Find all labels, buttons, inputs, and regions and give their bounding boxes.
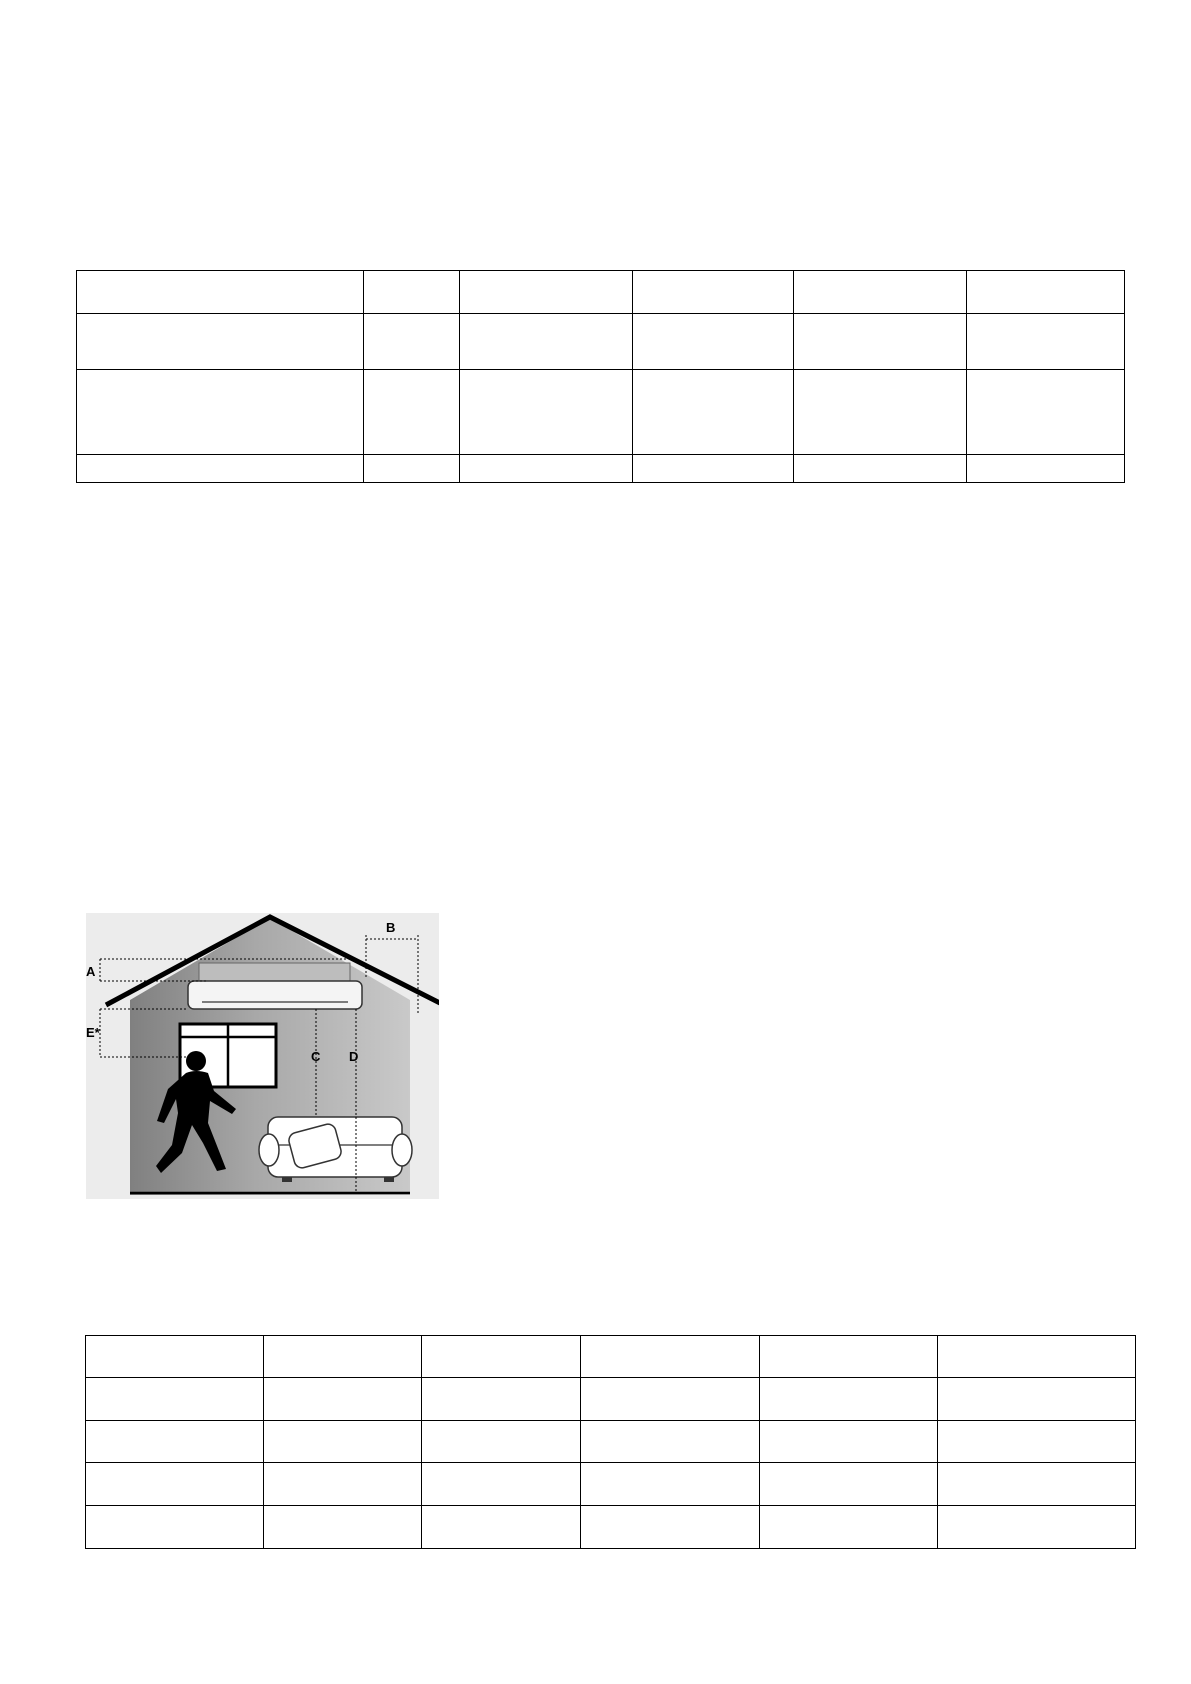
table-cell xyxy=(460,271,633,314)
table-cell xyxy=(794,455,967,483)
table-row xyxy=(77,455,1125,483)
table-cell xyxy=(422,1506,581,1549)
table-cell xyxy=(264,1506,422,1549)
table-cell xyxy=(364,314,460,370)
table-cell xyxy=(364,271,460,314)
table-cell xyxy=(460,314,633,370)
ceiling-panel xyxy=(199,963,350,981)
table-cell xyxy=(364,455,460,483)
table-row xyxy=(86,1378,1136,1421)
table-row xyxy=(86,1336,1136,1378)
table-cell xyxy=(967,455,1125,483)
table-cell xyxy=(633,314,794,370)
indoor-unit xyxy=(188,981,362,1009)
table-cell xyxy=(760,1378,938,1421)
table-cell xyxy=(422,1378,581,1421)
table-cell xyxy=(86,1463,264,1506)
label-e: E* xyxy=(86,1025,100,1040)
table-cell xyxy=(264,1336,422,1378)
table-cell xyxy=(364,370,460,455)
table-cell xyxy=(86,1421,264,1463)
table-row xyxy=(77,271,1125,314)
table-cell xyxy=(633,370,794,455)
table-cell xyxy=(633,455,794,483)
table-cell xyxy=(760,1463,938,1506)
table-cell xyxy=(760,1336,938,1378)
table-cell xyxy=(460,455,633,483)
table-cell xyxy=(264,1378,422,1421)
table-cell xyxy=(938,1463,1136,1506)
label-b: B xyxy=(386,920,396,935)
table-cell xyxy=(581,1506,760,1549)
table-cell xyxy=(760,1506,938,1549)
table-row xyxy=(86,1463,1136,1506)
table-cell xyxy=(77,455,364,483)
label-d: D xyxy=(349,1049,359,1064)
table-cell xyxy=(422,1421,581,1463)
table-cell xyxy=(581,1378,760,1421)
table-cell xyxy=(264,1421,422,1463)
sofa xyxy=(259,1117,412,1182)
table-cell xyxy=(86,1506,264,1549)
table-row xyxy=(77,314,1125,370)
table-cell xyxy=(794,314,967,370)
table-cell xyxy=(422,1463,581,1506)
table-cell xyxy=(264,1463,422,1506)
table-cell xyxy=(794,370,967,455)
table-cell xyxy=(967,271,1125,314)
table-cell xyxy=(967,314,1125,370)
table-cell xyxy=(760,1421,938,1463)
table-cell xyxy=(938,1421,1136,1463)
table-cell xyxy=(581,1336,760,1378)
clearance-table-bottom xyxy=(85,1335,1136,1549)
table-cell xyxy=(86,1336,264,1378)
table-cell xyxy=(633,271,794,314)
table-row xyxy=(86,1506,1136,1549)
table-cell xyxy=(938,1506,1136,1549)
label-a: A xyxy=(86,964,96,979)
clearance-table-top xyxy=(76,270,1125,483)
label-c: C xyxy=(311,1049,321,1064)
table-cell xyxy=(581,1421,760,1463)
table-cell xyxy=(422,1336,581,1378)
table-cell xyxy=(938,1378,1136,1421)
table-cell xyxy=(86,1378,264,1421)
table-cell xyxy=(77,314,364,370)
table-cell xyxy=(794,271,967,314)
table-row xyxy=(86,1421,1136,1463)
table-cell xyxy=(967,370,1125,455)
table-row xyxy=(77,370,1125,455)
table-cell xyxy=(77,271,364,314)
table-cell xyxy=(581,1463,760,1506)
table-cell xyxy=(77,370,364,455)
installation-clearance-diagram xyxy=(86,913,439,1199)
table-cell xyxy=(460,370,633,455)
table-cell xyxy=(938,1336,1136,1378)
